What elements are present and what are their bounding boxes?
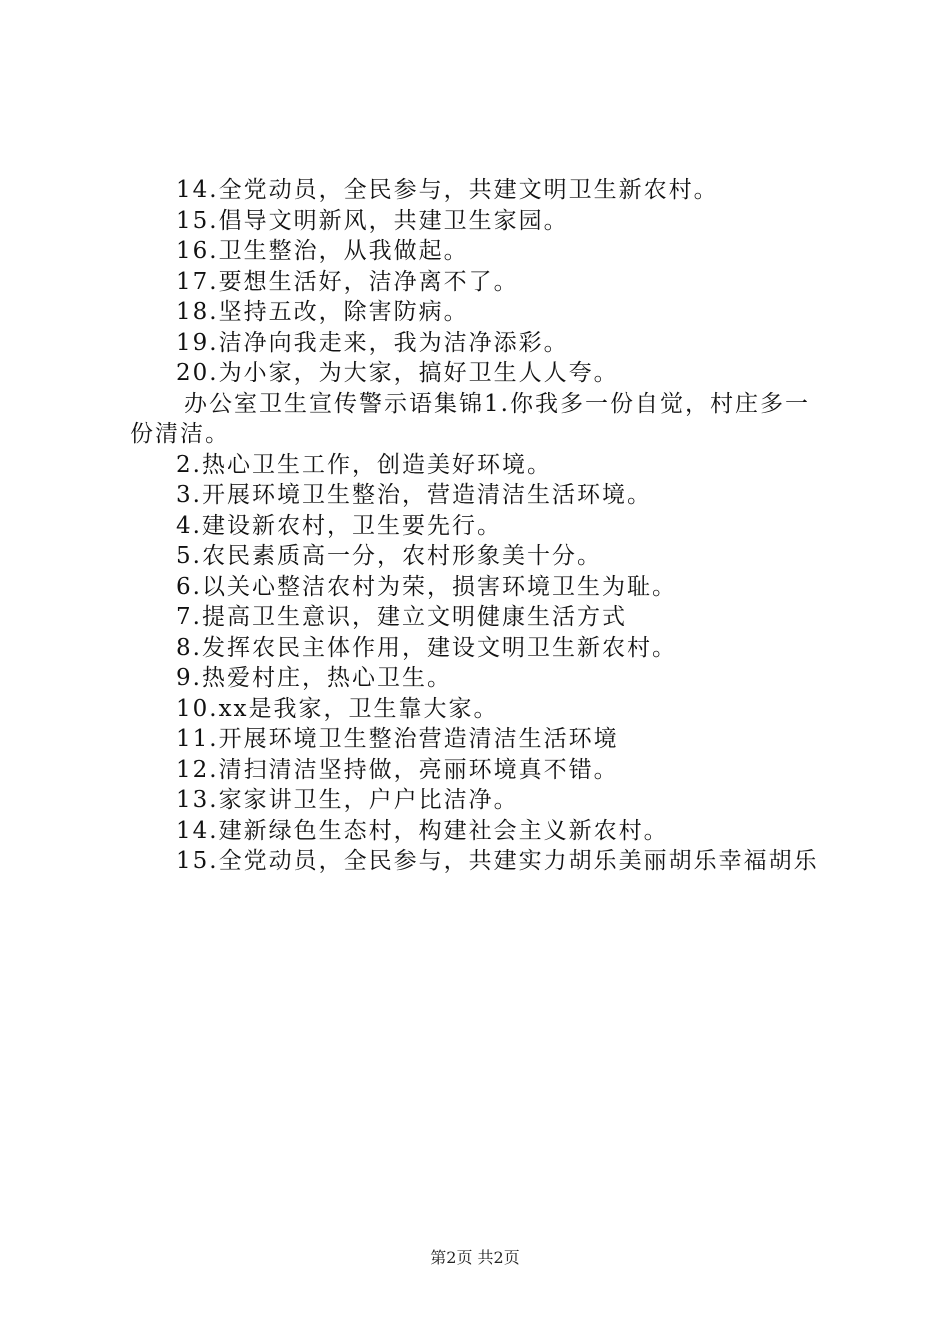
list-item: 3.开展环境卫生整治，营造清洁生活环境。	[176, 482, 652, 508]
document-body	[130, 175, 830, 877]
list-item: 15.倡导文明新风，共建卫生家园。	[176, 207, 569, 234]
page-footer: 第2页 共2页	[430, 1248, 520, 1267]
list-item: 14.建新绿色生态村，构建社会主义新农村。	[176, 817, 669, 844]
list-item: 5.农民素质高一分，农村形象美十分。	[176, 543, 602, 569]
list-item: 16.卫生整治，从我做起。	[176, 238, 469, 264]
list-item: 12.清扫清洁坚持做，亮丽环境真不错。	[176, 756, 619, 783]
list-item: 8.发挥农民主体作用，建设文明卫生新农村。	[176, 634, 677, 661]
list-item: 6.以关心整洁农村为荣，损害环境卫生为耻。	[176, 573, 677, 600]
list-item: 9.热爱村庄，热心卫生。	[176, 665, 452, 691]
list-item: 13.家家讲卫生，户户比洁净。	[176, 787, 519, 813]
list-item: 2.热心卫生工作，创造美好环境。	[176, 451, 552, 478]
list-item: 7.提高卫生意识，建立文明健康生活方式	[176, 604, 627, 630]
list-item: 11.开展环境卫生整治营造清洁生活环境	[176, 726, 619, 752]
list-item: 17.要想生活好，洁净离不了。	[176, 268, 519, 295]
section-heading-paragraph: 办公室卫生宣传警示语集锦1.你我多一份自觉，村庄多一份清洁。	[130, 390, 810, 447]
list-item: 18.坚持五改，除害防病。	[176, 299, 469, 325]
list-item: 14.全党动员，全民参与，共建文明卫生新农村。	[176, 177, 719, 203]
list-item: 4.建设新农村，卫生要先行。	[176, 512, 502, 539]
list-item: 20.为小家，为大家，搞好卫生人人夸。	[176, 360, 619, 386]
list-item: 19.洁净向我走来，我为洁净添彩。	[176, 329, 569, 356]
list-item: 15.全党动员，全民参与，共建实力胡乐美丽胡乐幸福胡乐	[176, 848, 819, 874]
list-item: 10.xx是我家，卫生靠大家。	[176, 695, 499, 722]
